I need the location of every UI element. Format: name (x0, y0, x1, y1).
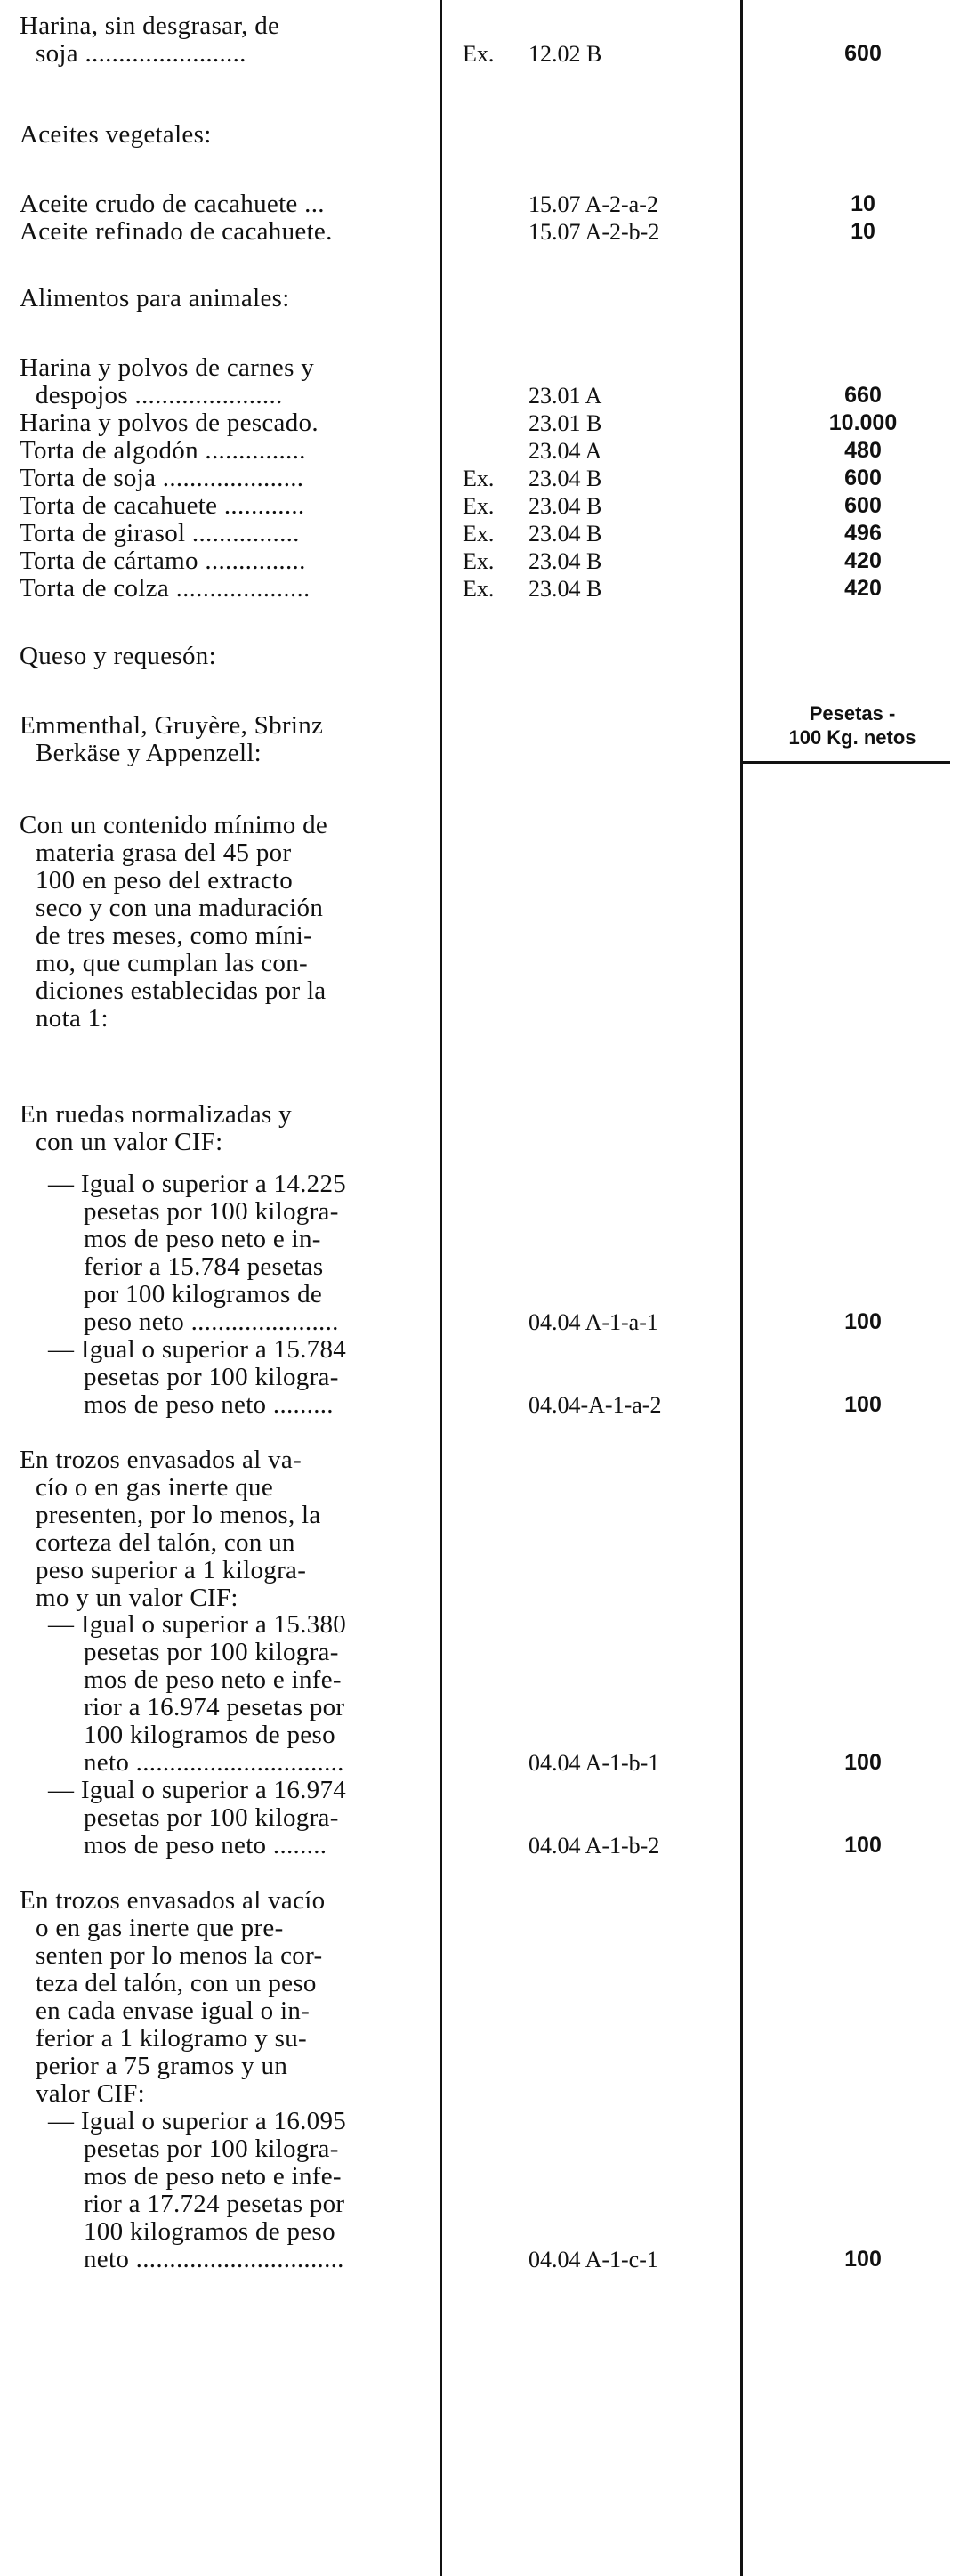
tariff-value: 10.000 (828, 410, 898, 435)
section-heading (20, 121, 438, 149)
description-line: — Igual o superior a 15.380 (48, 1610, 347, 1639)
section-heading (20, 1101, 438, 1156)
description-line: pesetas por 100 kilogra- (84, 1803, 339, 1832)
tariff-code (463, 2246, 730, 2273)
column-divider-left (440, 0, 442, 2576)
tariff-code (463, 190, 730, 218)
tariff-code (463, 547, 730, 575)
row-description (20, 465, 438, 492)
tariff-code-number: 04.04-A-1-a-2 (528, 1392, 662, 1418)
row-description (20, 520, 438, 547)
tariff-value: 660 (844, 383, 882, 408)
tariff-code-number: 12.02 B (528, 41, 602, 67)
tariff-code-number: 23.04 B (528, 576, 602, 602)
tariff-code (463, 465, 730, 492)
description-line: — Igual o superior a 16.974 (48, 1776, 347, 1804)
tariff-code-prefix: Ex. (463, 466, 495, 491)
description-line: Emmenthal, Gruyère, Sbrinz (20, 711, 324, 740)
tariff-code (463, 437, 730, 465)
description-line: 100 kilogramos de peso (84, 1721, 335, 1749)
description-line: ferior a 15.784 pesetas (84, 1252, 324, 1281)
tariff-code-number: 15.07 A-2-a-2 (528, 191, 658, 217)
row-description (20, 1171, 438, 1336)
description-line: perior a 75 gramos y un (36, 2052, 288, 2080)
description-line: Harina, sin desgrasar, de (20, 12, 280, 40)
tariff-code-prefix: Ex. (463, 548, 495, 574)
row-description (20, 575, 438, 603)
row-description (20, 190, 438, 218)
description-line: peso superior a 1 kilogra- (36, 1556, 307, 1584)
tariff-code-number: 04.04 A-1-b-2 (528, 1833, 660, 1859)
tariff-value: 10 (851, 191, 875, 216)
tariff-code (463, 520, 730, 547)
tariff-code (463, 382, 730, 409)
description-line: 100 kilogramos de peso (84, 2217, 335, 2246)
section-heading (20, 643, 438, 670)
description-line: presenten, por lo menos, la (36, 1501, 321, 1529)
tariff-value: 600 (844, 41, 882, 66)
tariff-code (463, 1308, 730, 1336)
description-line: En ruedas normalizadas y (20, 1100, 292, 1129)
tariff-code (463, 1391, 730, 1419)
tariff-code-number: 23.01 B (528, 410, 602, 436)
tariff-value: 420 (844, 548, 882, 573)
description-line: Con un contenido mínimo de (20, 811, 328, 839)
row-description (20, 1611, 438, 1777)
description-line: Alimentos para animales: (20, 284, 290, 312)
description-line: Queso y requesón: (20, 642, 216, 670)
unit-header-line-1: Pesetas - (809, 702, 896, 725)
description-line: teza del talón, con un peso (36, 1969, 317, 1997)
description-line: mos de peso neto ........ (84, 1831, 327, 1859)
tariff-code (463, 409, 730, 437)
description-line: Torta de algodón ............... (20, 436, 306, 465)
tariff-value: 480 (844, 438, 882, 463)
row-description (20, 218, 438, 246)
tariff-code-number: 23.01 A (528, 383, 602, 409)
row-description (20, 1336, 438, 1419)
description-line: Torta de cártamo ............... (20, 547, 306, 575)
unit-header-rule (740, 761, 950, 764)
row-description (20, 492, 438, 520)
description-line: en cada envase igual o in- (36, 1997, 311, 2025)
row-description (20, 354, 438, 409)
description-line: senten por lo menos la cor- (36, 1941, 323, 1970)
tariff-code-number: 04.04 A-1-a-1 (528, 1309, 658, 1335)
tariff-value: 100 (844, 1309, 882, 1334)
description-line: Torta de girasol ................ (20, 519, 300, 547)
description-line: soja ........................ (36, 39, 246, 68)
section-heading (20, 1887, 438, 2108)
description-line: — Igual o superior a 14.225 (48, 1170, 347, 1198)
tariff-value: 10 (851, 219, 875, 244)
tariff-value: 600 (844, 493, 882, 518)
description-line: Aceites vegetales: (20, 120, 212, 149)
section-heading (20, 285, 438, 312)
tariff-value: 100 (844, 2247, 882, 2272)
description-line: neto ............................... (84, 1748, 344, 1777)
description-line: Torta de soja ..................... (20, 464, 304, 492)
tariff-code-number: 23.04 B (528, 548, 602, 574)
row-description (20, 547, 438, 575)
tariff-code-number: 04.04 A-1-c-1 (528, 2247, 658, 2272)
row-description (20, 409, 438, 437)
description-line: pesetas por 100 kilogra- (84, 1638, 339, 1666)
tariff-code (463, 575, 730, 603)
row-description (20, 2108, 438, 2273)
row-description (20, 1777, 438, 1859)
tariff-code-prefix: Ex. (463, 576, 495, 602)
tariff-code-number: 15.07 A-2-b-2 (528, 219, 660, 245)
description-line: diciones establecidas por la (36, 976, 327, 1005)
tariff-value: 100 (844, 1833, 882, 1858)
tariff-code-prefix: Ex. (463, 41, 495, 67)
section-heading (20, 1446, 438, 1612)
description-line: ferior a 1 kilogramo y su- (36, 2024, 307, 2053)
description-line: peso neto ...................... (84, 1308, 339, 1336)
description-line: corteza del talón, con un (36, 1528, 295, 1557)
row-description (20, 437, 438, 465)
column-divider-right (740, 0, 743, 2576)
tariff-value: 100 (844, 1750, 882, 1775)
tariff-code-number: 23.04 B (528, 466, 602, 491)
tariff-code-number: 04.04 A-1-b-1 (528, 1750, 660, 1776)
description-line: En trozos envasados al vacío (20, 1886, 326, 1915)
description-line: pesetas por 100 kilogra- (84, 1363, 339, 1391)
tariff-code-prefix: Ex. (463, 521, 495, 547)
unit-header-line-2: 100 Kg. netos (788, 726, 916, 749)
section-heading (20, 812, 438, 1033)
tariff-code (463, 1832, 730, 1859)
description-line: pesetas por 100 kilogra- (84, 1197, 339, 1226)
description-line: con un valor CIF: (36, 1128, 223, 1156)
description-line: nota 1: (36, 1004, 109, 1033)
tariff-value: 420 (844, 576, 882, 601)
tariff-value: 496 (844, 521, 882, 546)
description-line: mo, que cumplan las con- (36, 949, 308, 977)
tariff-code (463, 218, 730, 246)
tariff-code-number: 23.04 A (528, 438, 602, 464)
tariff-code-number: 23.04 B (528, 521, 602, 547)
description-line: mo y un valor CIF: (36, 1584, 238, 1612)
description-line: Berkäse y Appenzell: (36, 739, 262, 767)
description-line: cío o en gas inerte que (36, 1473, 273, 1502)
unit-header (758, 701, 947, 749)
description-line: seco y con una maduración (36, 894, 324, 922)
description-line: Torta de cacahuete ............ (20, 491, 305, 520)
description-line: 100 en peso del extracto (36, 866, 294, 895)
tariff-value: 600 (844, 466, 882, 490)
tariff-value: 100 (844, 1392, 882, 1417)
description-line: mos de peso neto ......... (84, 1390, 334, 1419)
tariff-code (463, 492, 730, 520)
description-line: — Igual o superior a 15.784 (48, 1335, 347, 1364)
description-line: mos de peso neto e infe- (84, 1665, 342, 1694)
section-heading (20, 712, 438, 767)
description-line: valor CIF: (36, 2079, 146, 2108)
description-line: Aceite refinado de cacahuete. (20, 217, 333, 246)
tariff-code (463, 40, 730, 68)
description-line: despojos ...................... (36, 381, 283, 409)
description-line: mos de peso neto e infe- (84, 2162, 342, 2191)
description-line: de tres meses, como míni- (36, 921, 313, 950)
description-line: En trozos envasados al va- (20, 1446, 302, 1474)
description-line: pesetas por 100 kilogra- (84, 2135, 339, 2163)
description-line: mos de peso neto e in- (84, 1225, 321, 1253)
description-line: Harina y polvos de pescado. (20, 409, 319, 437)
description-line: Torta de colza .................... (20, 574, 311, 603)
description-line: neto ............................... (84, 2245, 344, 2273)
description-line: o en gas inerte que pre- (36, 1914, 284, 1942)
description-line: materia grasa del 45 por (36, 838, 292, 867)
description-line: rior a 17.724 pesetas por (84, 2190, 345, 2218)
description-line: — Igual o superior a 16.095 (48, 2107, 347, 2135)
description-line: Aceite crudo de cacahuete ... (20, 190, 325, 218)
description-line: por 100 kilogramos de (84, 1280, 323, 1308)
tariff-code-number: 23.04 B (528, 493, 602, 519)
description-line: rior a 16.974 pesetas por (84, 1693, 345, 1721)
row-description (20, 12, 438, 68)
description-line: Harina y polvos de carnes y (20, 353, 315, 382)
tariff-code (463, 1749, 730, 1777)
tariff-code-prefix: Ex. (463, 493, 495, 519)
